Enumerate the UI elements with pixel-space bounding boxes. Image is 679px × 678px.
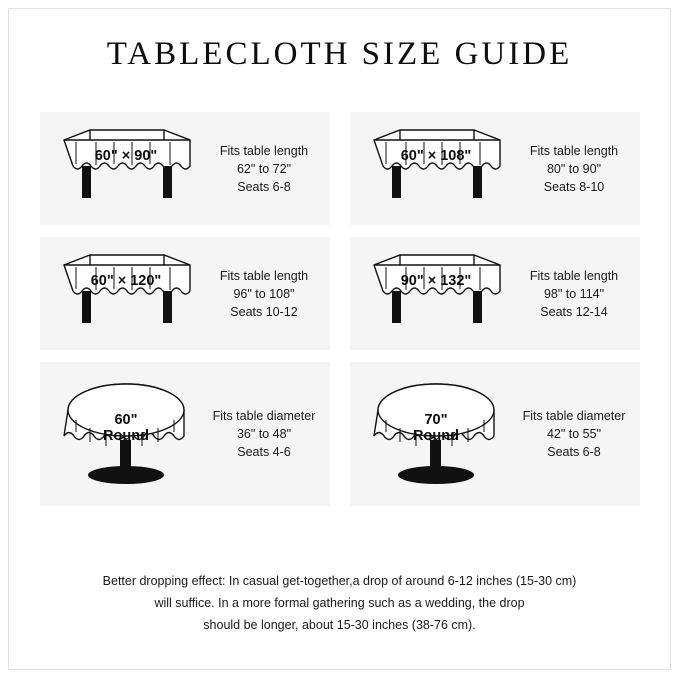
fits-table-length-value: 80" to 90": [546, 161, 602, 176]
size-label: 60" × 120": [90, 273, 162, 289]
rectangular-tablecloth-illustration: [46, 237, 206, 350]
round-tablecloth-illustration: [46, 362, 206, 506]
size-label: [356, 412, 516, 444]
size-card: [40, 362, 330, 506]
seats-value: Seats 6-8: [547, 445, 601, 459]
fits-table-diameter-value: 42" to 55": [546, 427, 602, 441]
seats-value: Seats 6-8: [237, 179, 291, 194]
size-card: [40, 237, 330, 350]
seats-value: Seats 10-12: [230, 304, 298, 319]
size-card: [350, 237, 640, 350]
footer-note: [40, 570, 639, 636]
size-card-info: [206, 407, 324, 461]
size-label-line1: 60": [114, 412, 138, 428]
size-card: [350, 362, 640, 506]
footer-line-3: should be longer, about 15-30 inches (38-76 cm).: [203, 618, 476, 632]
footer-line-2: will suffice. In a more formal gathering such as a wedding, the drop: [154, 596, 525, 610]
fits-table-length-value: 96" to 108": [233, 286, 295, 301]
seats-value: Seats 8-10: [543, 179, 605, 194]
rectangular-tablecloth-illustration: [356, 112, 516, 225]
round-tablecloth-illustration: [356, 362, 516, 506]
fits-table-length-label: Fits table length: [219, 143, 309, 158]
size-label-line2: Round: [413, 428, 459, 444]
rectangular-tablecloth-illustration: [356, 237, 516, 350]
size-label: 90" × 132": [400, 273, 472, 289]
fits-table-length-label: Fits table length: [219, 268, 309, 283]
fits-table-diameter-value: 36" to 48": [236, 427, 292, 441]
size-card-grid: [40, 112, 640, 506]
size-card: [350, 112, 640, 225]
size-card-info: [516, 407, 634, 461]
fits-table-length-value: 98" to 114": [543, 286, 605, 301]
footer-line-1: Better dropping effect: In casual get-together,a drop of around 6-12 inches (15-30 cm): [102, 574, 577, 588]
fits-table-diameter-label: Fits table diameter: [212, 409, 316, 423]
size-label-line2: Round: [103, 428, 149, 444]
size-card-info: [516, 267, 634, 321]
rectangular-tablecloth-illustration: [46, 112, 206, 225]
size-card: [40, 112, 330, 225]
seats-value: Seats 12-14: [540, 304, 608, 319]
fits-table-length-label: Fits table length: [529, 143, 619, 158]
size-card-info: [206, 142, 324, 196]
fits-table-length-label: Fits table length: [529, 268, 619, 283]
size-label-line1: 70": [424, 412, 448, 428]
size-label: [46, 412, 206, 444]
fits-table-diameter-label: Fits table diameter: [522, 409, 626, 423]
size-label: 60" × 90": [94, 148, 158, 164]
size-card-info: [516, 142, 634, 196]
seats-value: Seats 4-6: [237, 445, 291, 459]
fits-table-length-value: 62" to 72": [236, 161, 292, 176]
size-card-info: [206, 267, 324, 321]
size-label: 60" × 108": [400, 148, 472, 164]
page-title: TABLECLOTH SIZE GUIDE: [106, 36, 573, 72]
